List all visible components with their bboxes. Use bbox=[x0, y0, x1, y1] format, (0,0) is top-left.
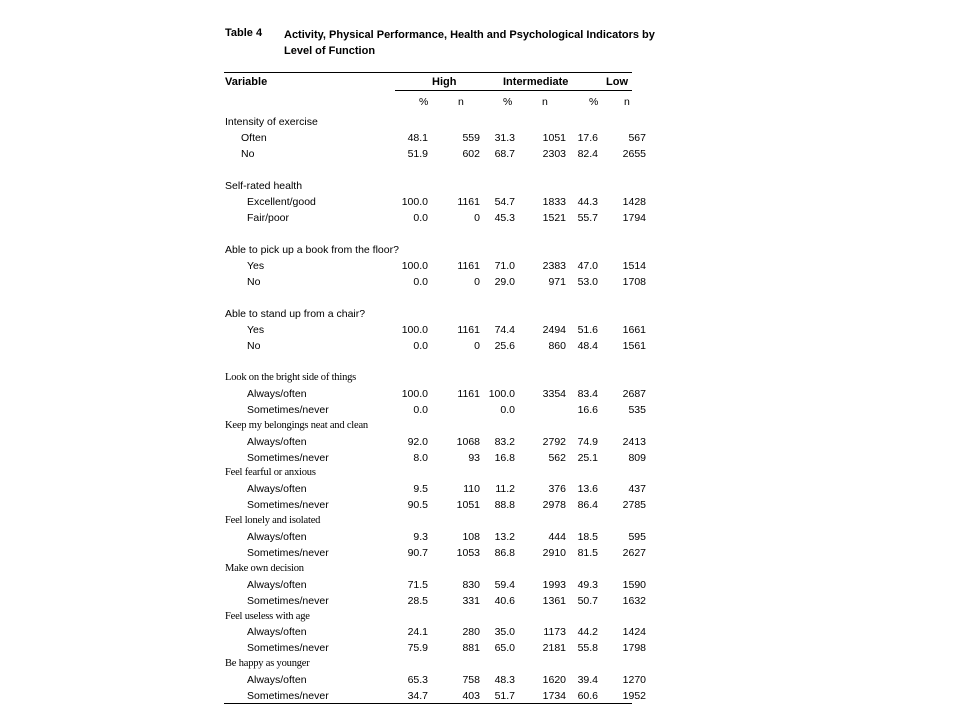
cell-value: 559 bbox=[462, 132, 480, 144]
subheader-pct-low: % bbox=[589, 96, 599, 108]
cell-value: 50.7 bbox=[577, 594, 598, 607]
row-label: No bbox=[241, 148, 255, 160]
row-label: Able to pick up a book from the floor? bbox=[225, 244, 399, 256]
table-row bbox=[0, 196, 960, 212]
cell-value: 1632 bbox=[622, 594, 646, 607]
row-label: Always/often bbox=[247, 435, 307, 448]
cell-value: 1173 bbox=[543, 626, 566, 639]
cell-value: 1424 bbox=[622, 626, 646, 639]
cell-value: 34.7 bbox=[407, 690, 428, 702]
cell-value: 11.2 bbox=[495, 483, 515, 496]
table-row bbox=[0, 436, 960, 452]
cell-value: 28.5 bbox=[407, 594, 428, 607]
table-row bbox=[0, 148, 960, 164]
table-row bbox=[0, 276, 960, 292]
table-row bbox=[0, 626, 960, 642]
cell-value: 860 bbox=[548, 340, 566, 352]
row-label: Always/often bbox=[247, 674, 307, 687]
cell-value: 602 bbox=[462, 148, 480, 160]
cell-value: 16.8 bbox=[494, 451, 515, 464]
cell-value: 48.3 bbox=[494, 674, 515, 687]
cell-value: 437 bbox=[628, 483, 646, 496]
group-rule-high bbox=[395, 90, 495, 91]
cell-value: 18.5 bbox=[577, 531, 598, 543]
table-category-row bbox=[0, 467, 960, 483]
cell-value: 2494 bbox=[542, 324, 566, 336]
cell-value: 1051 bbox=[456, 499, 480, 512]
subheader-n-low: n bbox=[624, 96, 630, 108]
header-variable: Variable bbox=[225, 76, 268, 88]
cell-value: 13.2 bbox=[494, 531, 515, 543]
cell-value: 88.8 bbox=[494, 499, 515, 512]
header-group-low: Low bbox=[606, 76, 628, 88]
cell-value: 1053 bbox=[456, 546, 480, 559]
cell-value: 3354 bbox=[542, 387, 566, 400]
cell-value: 971 bbox=[548, 276, 566, 288]
cell-value: 2413 bbox=[622, 435, 646, 448]
cell-value: 1270 bbox=[622, 674, 646, 687]
group-rule-low bbox=[587, 90, 632, 91]
table-row bbox=[0, 547, 960, 563]
row-label: Sometimes/never bbox=[247, 642, 329, 655]
cell-value: 51.7 bbox=[494, 690, 515, 702]
cell-value: 53.0 bbox=[577, 276, 598, 288]
row-label: Yes bbox=[247, 324, 265, 336]
cell-value: 1833 bbox=[542, 196, 566, 208]
table-spacer-row bbox=[0, 292, 960, 308]
cell-value: 92.0 bbox=[407, 435, 428, 448]
row-label: Yes bbox=[247, 260, 265, 272]
row-label: Make own decision bbox=[225, 562, 304, 574]
table-category-row bbox=[0, 180, 960, 196]
cell-value: 403 bbox=[462, 690, 480, 702]
cell-value: 90.7 bbox=[407, 546, 428, 559]
cell-value: 881 bbox=[462, 642, 480, 655]
cell-value: 331 bbox=[462, 594, 480, 607]
cell-value: 758 bbox=[462, 674, 480, 687]
cell-value: 0 bbox=[474, 212, 480, 224]
cell-value: 47.0 bbox=[577, 260, 598, 272]
cell-value: 24.1 bbox=[407, 626, 428, 639]
cell-value: 35.0 bbox=[494, 626, 515, 639]
bottom-rule bbox=[224, 703, 632, 704]
cell-value: 54.7 bbox=[494, 196, 515, 208]
table-category-row bbox=[0, 420, 960, 436]
cell-value: 1161 bbox=[457, 196, 480, 208]
row-label: Always/often bbox=[247, 578, 307, 591]
top-rule bbox=[224, 72, 632, 73]
cell-value: 81.5 bbox=[577, 546, 598, 559]
table-category-row bbox=[0, 515, 960, 531]
cell-value: 25.1 bbox=[577, 451, 598, 464]
cell-value: 1161 bbox=[457, 260, 480, 272]
cell-value: 1428 bbox=[622, 196, 646, 208]
cell-value: 40.6 bbox=[494, 594, 515, 607]
cell-value: 2383 bbox=[542, 260, 566, 272]
cell-value: 0.0 bbox=[413, 212, 428, 224]
cell-value: 830 bbox=[462, 578, 480, 591]
table-title: Activity, Physical Performance, Health and Psychological Indicators by Level of Function bbox=[284, 29, 655, 57]
cell-value: 595 bbox=[628, 531, 646, 543]
cell-value: 25.6 bbox=[494, 340, 515, 352]
cell-value: 90.5 bbox=[407, 499, 428, 512]
table-row bbox=[0, 212, 960, 228]
cell-value: 1620 bbox=[542, 674, 566, 687]
cell-value: 0.0 bbox=[500, 403, 515, 416]
table-row bbox=[0, 499, 960, 515]
row-label: Feel useless with age bbox=[225, 610, 310, 622]
table-category-row bbox=[0, 116, 960, 132]
cell-value: 55.7 bbox=[577, 212, 598, 224]
header-group-high: High bbox=[432, 76, 457, 88]
cell-value: 2785 bbox=[622, 499, 646, 512]
cell-value: 2627 bbox=[622, 546, 646, 559]
cell-value: 74.9 bbox=[577, 435, 598, 448]
table-row bbox=[0, 531, 960, 547]
cell-value: 280 bbox=[462, 626, 480, 639]
cell-value: 1734 bbox=[542, 690, 566, 702]
table-category-row bbox=[0, 308, 960, 324]
row-label: Excellent/good bbox=[247, 196, 316, 208]
cell-value: 51.9 bbox=[407, 148, 428, 160]
cell-value: 1161 bbox=[457, 324, 480, 336]
row-label: Sometimes/never bbox=[247, 499, 329, 512]
cell-value: 1708 bbox=[622, 276, 646, 288]
cell-value: 1952 bbox=[622, 690, 646, 702]
table-spacer-row bbox=[0, 356, 960, 372]
row-label: Always/often bbox=[247, 626, 307, 639]
table-spacer-row bbox=[0, 228, 960, 244]
cell-value: 45.3 bbox=[494, 212, 515, 224]
row-label: Able to stand up from a chair? bbox=[225, 308, 366, 320]
cell-value: 535 bbox=[628, 403, 646, 416]
cell-value: 2303 bbox=[542, 148, 566, 160]
cell-value: 86.8 bbox=[494, 546, 515, 559]
row-label: Fair/poor bbox=[247, 212, 290, 224]
cell-value: 1798 bbox=[622, 642, 646, 655]
cell-value: 1161 bbox=[457, 387, 480, 400]
subheader-n-high: n bbox=[458, 96, 464, 108]
table-label: Table 4 bbox=[225, 27, 263, 39]
cell-value: 0 bbox=[474, 276, 480, 288]
table-category-row bbox=[0, 563, 960, 579]
cell-value: 2792 bbox=[542, 435, 566, 448]
cell-value: 1561 bbox=[622, 340, 646, 352]
row-label: Keep my belongings neat and clean bbox=[225, 419, 368, 431]
table-row bbox=[0, 595, 960, 611]
table-row bbox=[0, 452, 960, 468]
row-label: Look on the bright side of things bbox=[225, 372, 357, 383]
cell-value: 100.0 bbox=[488, 387, 515, 400]
cell-value: 48.1 bbox=[407, 132, 428, 144]
cell-value: 100.0 bbox=[401, 324, 428, 336]
cell-value: 2181 bbox=[542, 642, 566, 655]
cell-value: 1661 bbox=[622, 324, 646, 336]
cell-value: 83.4 bbox=[577, 387, 598, 400]
row-label: Always/often bbox=[247, 387, 307, 400]
cell-value: 31.3 bbox=[494, 132, 515, 144]
cell-value: 0.0 bbox=[413, 403, 428, 416]
row-label: Feel fearful or anxious bbox=[225, 467, 316, 479]
cell-value: 0.0 bbox=[413, 340, 428, 352]
cell-value: 68.7 bbox=[494, 148, 515, 160]
table-row bbox=[0, 404, 960, 420]
table-row bbox=[0, 483, 960, 499]
cell-value: 29.0 bbox=[494, 276, 515, 288]
cell-value: 110 bbox=[463, 483, 480, 496]
row-label: Sometimes/never bbox=[247, 546, 329, 559]
cell-value: 2655 bbox=[622, 148, 646, 160]
cell-value: 74.4 bbox=[494, 324, 515, 336]
cell-value: 108 bbox=[462, 531, 480, 543]
cell-value: 71.5 bbox=[407, 578, 428, 591]
cell-value: 83.2 bbox=[494, 435, 515, 448]
cell-value: 100.0 bbox=[401, 196, 428, 208]
cell-value: 86.4 bbox=[577, 499, 598, 512]
cell-value: 1068 bbox=[456, 435, 480, 448]
cell-value: 51.6 bbox=[577, 324, 598, 336]
cell-value: 39.4 bbox=[577, 674, 598, 687]
cell-value: 1993 bbox=[542, 578, 566, 591]
cell-value: 71.0 bbox=[494, 260, 515, 272]
cell-value: 82.4 bbox=[577, 148, 598, 160]
cell-value: 44.3 bbox=[577, 196, 598, 208]
cell-value: 1590 bbox=[622, 578, 646, 591]
header-group-intermediate: Intermediate bbox=[503, 76, 569, 88]
row-label: Be happy as younger bbox=[225, 658, 310, 670]
cell-value: 2687 bbox=[622, 387, 646, 400]
cell-value: 1051 bbox=[542, 132, 566, 144]
cell-value: 59.4 bbox=[494, 578, 515, 591]
cell-value: 444 bbox=[548, 531, 566, 543]
cell-value: 1361 bbox=[542, 594, 566, 607]
group-rule-intermediate bbox=[495, 90, 587, 91]
row-label: Feel lonely and isolated bbox=[225, 515, 321, 527]
row-label: Intensity of exercise bbox=[225, 116, 318, 128]
cell-value: 65.0 bbox=[494, 642, 515, 655]
row-label: Sometimes/never bbox=[247, 403, 329, 416]
cell-value: 16.6 bbox=[577, 403, 598, 416]
cell-value: 9.3 bbox=[413, 531, 428, 543]
cell-value: 0 bbox=[474, 340, 480, 352]
subheader-pct-intermediate: % bbox=[503, 96, 513, 108]
table-spacer-row bbox=[0, 164, 960, 180]
table-category-row bbox=[0, 658, 960, 674]
cell-value: 100.0 bbox=[401, 387, 428, 400]
table-row bbox=[0, 674, 960, 690]
cell-value: 0.0 bbox=[413, 276, 428, 288]
cell-value: 809 bbox=[628, 451, 646, 464]
subheader-pct-high: % bbox=[419, 96, 429, 108]
cell-value: 75.9 bbox=[407, 642, 428, 655]
cell-value: 8.0 bbox=[413, 451, 428, 464]
cell-value: 2910 bbox=[542, 546, 566, 559]
row-label: Always/often bbox=[247, 531, 307, 543]
table-category-row bbox=[0, 244, 960, 260]
cell-value: 55.8 bbox=[577, 642, 598, 655]
cell-value: 49.3 bbox=[577, 578, 598, 591]
table-category-row bbox=[0, 611, 960, 627]
cell-value: 1794 bbox=[622, 212, 646, 224]
table-row bbox=[0, 388, 960, 404]
cell-value: 1514 bbox=[622, 260, 646, 272]
cell-value: 65.3 bbox=[407, 674, 428, 687]
row-label: Self-rated health bbox=[225, 180, 303, 192]
cell-value: 60.6 bbox=[577, 690, 598, 702]
cell-value: 93 bbox=[468, 451, 480, 464]
row-label: Sometimes/never bbox=[247, 594, 329, 607]
row-label: No bbox=[247, 340, 261, 352]
cell-value: 567 bbox=[628, 132, 646, 144]
table-row bbox=[0, 324, 960, 340]
row-label: Always/often bbox=[247, 483, 307, 496]
table-row bbox=[0, 642, 960, 658]
cell-value: 13.6 bbox=[577, 483, 598, 496]
cell-value: 48.4 bbox=[577, 340, 598, 352]
cell-value: 9.5 bbox=[413, 483, 428, 496]
row-label: No bbox=[247, 276, 261, 288]
cell-value: 376 bbox=[548, 483, 566, 496]
table-row bbox=[0, 260, 960, 276]
subheader-n-intermediate: n bbox=[542, 96, 548, 108]
table-row bbox=[0, 132, 960, 148]
cell-value: 1521 bbox=[542, 212, 566, 224]
table-row bbox=[0, 579, 960, 595]
cell-value: 562 bbox=[548, 451, 566, 464]
cell-value: 2978 bbox=[542, 499, 566, 512]
table-category-row bbox=[0, 372, 960, 388]
row-label: Often bbox=[241, 132, 267, 144]
cell-value: 100.0 bbox=[401, 260, 428, 272]
row-label: Sometimes/never bbox=[247, 451, 329, 464]
table-row bbox=[0, 340, 960, 356]
cell-value: 17.6 bbox=[577, 132, 598, 144]
cell-value: 44.2 bbox=[577, 626, 598, 639]
row-label: Sometimes/never bbox=[247, 690, 329, 702]
